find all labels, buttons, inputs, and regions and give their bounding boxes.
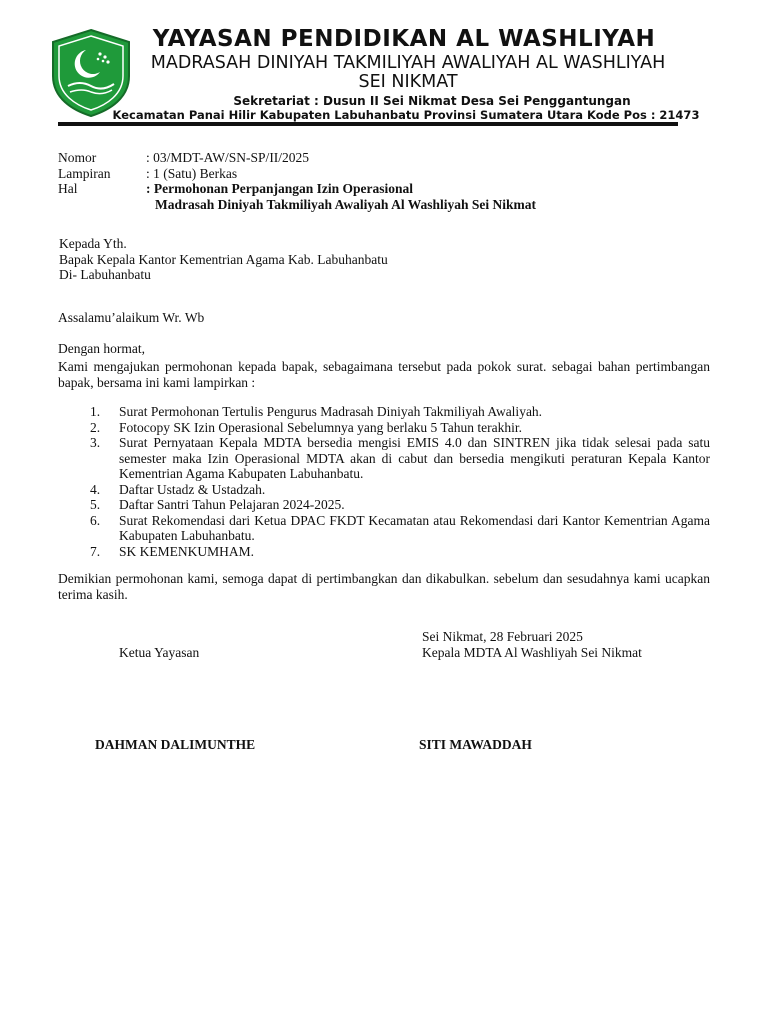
letter-meta <box>58 150 536 212</box>
recipient-line: Di- Labuhanbatu <box>59 267 151 282</box>
list-number: 5. <box>90 497 101 512</box>
foundation-title: YAYASAN PENDIDIKAN AL WASHLIYAH <box>152 26 656 52</box>
list-number: 7. <box>90 543 101 559</box>
list-number: 6. <box>90 512 101 528</box>
recipient-line: Bapak Kepala Kantor Kementrian Agama Kab. Labuhanbatu <box>59 251 388 267</box>
salutation: Dengan hormat, <box>58 341 145 356</box>
intro-paragraph: Kami mengajukan permohonan kepada bapak, sebagaimana tersebut pada pokok surat. sebagai bahan pertimbangan bapak, bersama ini kami lampirkan : <box>58 359 710 390</box>
school-name-line1: MADRASAH DINIYAH TAKMILIYAH AWALIYAH AL WASHLIYAH <box>150 53 666 73</box>
meta-lampiran <box>58 166 536 182</box>
district-address: Kecamatan Panai Hilir Kabupaten Labuhanbatu Provinsi Sumatera Utara Kode Pos : 21473 <box>112 108 700 122</box>
list-number: 1. <box>90 404 101 419</box>
right-signer-name: SITI MAWADDAH <box>419 737 532 752</box>
left-signer-title: Ketua Yayasan <box>119 645 200 660</box>
place-date: Sei Nikmat, 28 Februari 2025 <box>422 629 583 644</box>
list-text: Daftar Ustadz & Ustadzah. <box>119 481 266 497</box>
meta-nomor <box>58 150 536 166</box>
list-item <box>90 482 710 498</box>
list-text: Daftar Santri Tahun Pelajaran 2024-2025. <box>119 497 345 512</box>
list-item <box>90 497 710 513</box>
recipient-line: Kepada Yth. <box>59 236 127 251</box>
meta-label: Lampiran <box>58 165 111 181</box>
meta-label: Nomor <box>58 150 97 165</box>
list-text: SK KEMENKUMHAM. <box>119 543 255 559</box>
secretariat-address: Sekretariat : Dusun II Sei Nikmat Desa Sei Penggantungan <box>233 94 631 108</box>
left-signer-name: DAHMAN DALIMUNTHE <box>95 737 256 752</box>
school-name-line2: SEI NIKMAT <box>358 72 458 92</box>
meta-value: : Permohonan Perpanjangan Izin Operasional <box>146 181 414 196</box>
list-text: Fotocopy SK Izin Operasional Sebelumnya yang berlaku 5 Tahun terakhir. <box>119 419 522 435</box>
right-signer-title: Kepala MDTA Al Washliyah Sei Nikmat <box>422 645 642 660</box>
list-item <box>90 404 710 420</box>
list-number: 3. <box>90 435 101 450</box>
meta-value: : 1 (Satu) Berkas <box>146 165 238 181</box>
meta-hal-continuation: Madrasah Diniyah Takmiliyah Awaliyah Al Washliyah Sei Nikmat <box>155 196 536 212</box>
meta-value: : 03/MDT-AW/SN-SP/II/2025 <box>146 150 310 165</box>
list-text: Surat Rekomendasi dari Ketua DPAC FKDT Kecamatan atau Rekomendasi dari Kantor Kementrian Agama Kabupaten Labuhanbatu. <box>119 512 710 543</box>
meta-hal <box>58 181 536 197</box>
list-number: 4. <box>90 481 101 497</box>
list-item <box>90 435 710 482</box>
recipient-block <box>59 236 711 283</box>
list-item <box>90 544 710 560</box>
closing-paragraph: Demikian permohonan kami, semoga dapat di pertimbangkan dan dikabulkan. sebelum dan sesudahnya kami ucapkan terima kasih. <box>58 571 710 602</box>
list-text: Surat Pernyataan Kepala MDTA bersedia mengisi EMIS 4.0 dan SINTREN jika tidak selesai pada satu semester maka Izin Operasional MDTA akan di cabut dan bersedia mengikuti peraturan Kepala Kantor Kementrian Agama Kabupaten Labuhanbatu. <box>119 435 710 481</box>
list-item <box>90 420 710 436</box>
list-number: 2. <box>90 419 101 435</box>
letterhead-divider <box>58 122 678 126</box>
attachment-list <box>90 404 710 559</box>
list-item <box>90 513 710 544</box>
greeting: Assalamu’alaikum Wr. Wb <box>58 310 205 325</box>
list-text: Surat Permohonan Tertulis Pengurus Madrasah Diniyah Takmiliyah Awaliyah. <box>119 404 543 419</box>
meta-label: Hal <box>58 181 78 196</box>
